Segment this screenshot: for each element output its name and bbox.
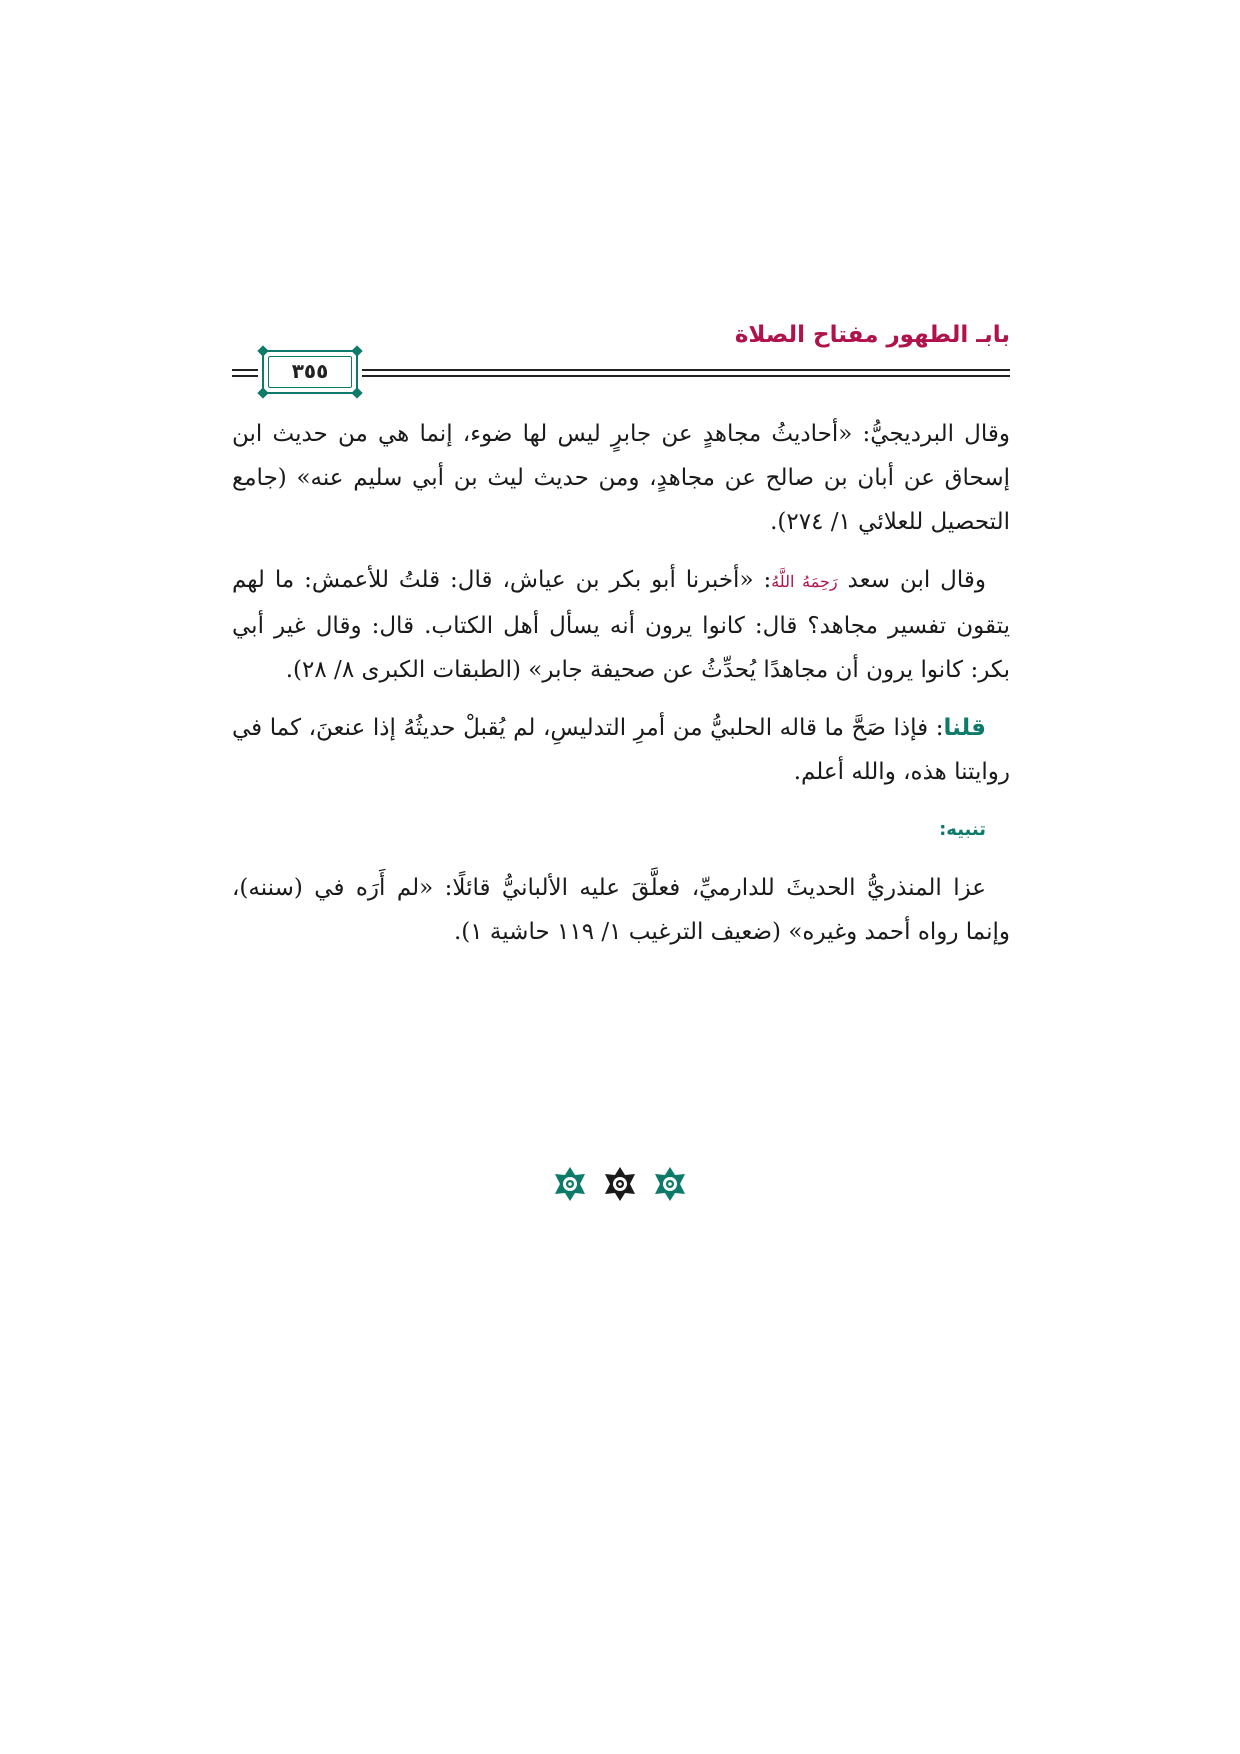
paragraph-note: عزا المنذريُّ الحديثَ للدارميِّ، فعلَّقَ عليه الألبانيُّ قائلًا: «لم أَرَه في (سننه)، وإنما رواه أحمد وغيره» (ضعيف الترغيب ١/ ١١٩ حاشية ١). <box>232 875 1010 945</box>
teal-star-ornament-icon <box>552 1166 588 1202</box>
black-star-ornament-icon <box>602 1166 638 1202</box>
paragraph-bardiji: وقال البرديجيُّ: «أحاديثُ مجاهدٍ عن جابرٍ ليس لها ضوء، إنما هي من حديث ابن إسحاق عن أبان بن صالح عن مجاهدٍ، ومن حديث ليث بن أبي سليم عنه» (جامع التحصيل للعلائي ١/ ٢٧٤). <box>232 421 1010 535</box>
page-number: ٣٥٥ <box>291 359 329 383</box>
frame-corner-ornament <box>351 387 362 398</box>
page-body <box>232 412 1010 968</box>
teal-star-ornament-icon <box>652 1166 688 1202</box>
header-rule-top <box>362 369 1010 371</box>
header-rule-left-bottom <box>232 375 258 377</box>
honorific-phrase: رَحِمَهُ اللَّهُ <box>771 572 838 591</box>
chapter-title: بابـ الطهور مفتاح الصلاة <box>734 322 1010 348</box>
page-header <box>232 322 1010 386</box>
header-rule-bottom <box>362 375 1010 377</box>
frame-corner-ornament <box>351 345 362 356</box>
paragraph-ibn-saad <box>232 558 1010 692</box>
header-rule-left-top <box>232 369 258 371</box>
page-number-frame <box>262 350 358 394</box>
frame-corner-ornament <box>257 387 268 398</box>
paragraph-conclusion <box>232 706 1010 794</box>
note-heading: تنبيه: <box>939 819 986 840</box>
frame-corner-ornament <box>257 345 268 356</box>
conclusion-lead-word: قلنا <box>943 715 986 741</box>
section-end-ornaments <box>0 1166 1240 1202</box>
conclusion-text: : فإذا صَحَّ ما قاله الحلبيُّ من أمرِ التدليسِ، لم يُقبلْ حديثُهُ إذا عنعنَ، كما في روايتنا هذه، والله أعلم. <box>232 715 1010 785</box>
paragraph-ibn-saad-intro: وقال ابن سعد <box>847 567 987 593</box>
paragraph-ibn-saad-quote: : «أخبرنا أبو بكر بن عياش، قال: قلتُ للأعمش: ما لهم يتقون تفسير مجاهد؟ قال: كانوا يرون أنه يسأل أهل الكتاب. قال: وقال غير أبي بكر: كانوا يرون أن مجاهدًا يُحدِّثُ عن صحيفة جابر» (الطبقات الكبرى ٨/ ٢٨). <box>232 567 1010 683</box>
